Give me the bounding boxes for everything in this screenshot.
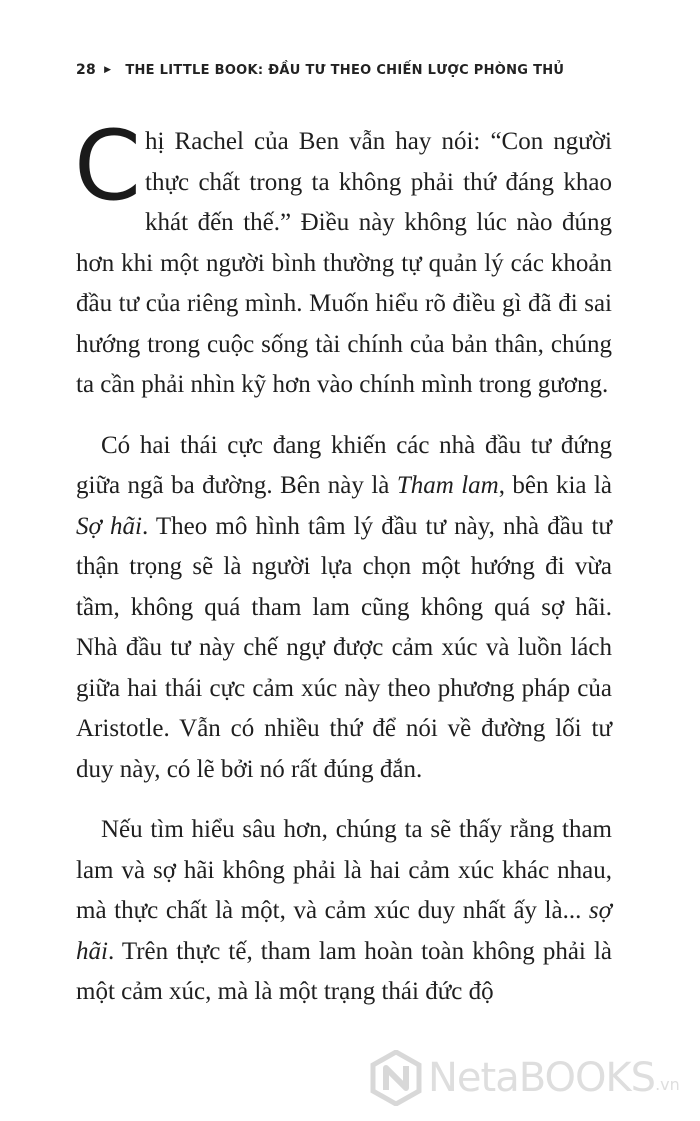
running-header: [76, 58, 660, 82]
drop-cap: C: [74, 110, 142, 222]
paragraph-2-text: Có hai thái cực đang khiến các nhà đầu tư đứng giữa ngã ba đường. Bên này là: [76, 431, 612, 499]
paragraph-3: [76, 810, 612, 1013]
emphasis-greed: Tham lam: [396, 472, 499, 499]
paragraph-3-text: . Trên thực tế, tham lam hoàn toàn không phải là một cảm xúc, mà là một trạng thái đức độ: [76, 937, 612, 1005]
netabooks-logo-icon: [368, 1050, 424, 1106]
paragraph-2: [76, 426, 612, 791]
body-text: [74, 110, 612, 1033]
paragraph-1-text: hị Rachel của Ben vẫn hay nói: “Con người thực chất trong ta không phải thứ đáng khao khát đến thế.” Điều này không lúc nào đúng hơn khi một người bình thường tự quản lý các khoản đầu tư của riêng mình. Muốn hiểu rõ điều gì đã đi sai hướng trong cuộc sống tài chính của bản thân, chúng ta cần phải nhìn kỹ hơn vào chính mình trong gương.: [76, 128, 612, 398]
paragraph-3-text: Nếu tìm hiểu sâu hơn, chúng ta sẽ thấy rằng tham lam và sợ hãi không phải là hai cảm xúc khác nhau, mà thực chất là một, và cảm xúc duy nhất ấy là...: [76, 816, 612, 924]
page-number: 28: [76, 62, 97, 78]
emphasis-fear: sợ hãi: [76, 897, 612, 965]
paragraph-2-text: . Theo mô hình tâm lý đầu tư này, nhà đầu tư thận trọng sẽ là người lựa chọn một hướng đi vừa tầm, không quá tham lam cũng không quá sợ hãi. Nhà đầu tư này chế ngự được cảm xúc và luồn lách giữa hai thái cực cảm xúc này theo phương pháp của Aristotle. Vẫn có nhiều thứ để nói về đường lối tư duy này, có lẽ bởi nó rất đúng đắn.: [76, 512, 612, 783]
watermark: [368, 1048, 680, 1108]
header-arrow-icon: ▶: [104, 65, 112, 75]
book-title: THE LITTLE BOOK: ĐẦU TƯ THEO CHIẾN LƯỢC PHÒNG THỦ: [125, 62, 565, 78]
paragraph-2-text: , bên kia là: [498, 472, 612, 499]
watermark-brand: NetaBOOKS: [428, 1055, 656, 1101]
emphasis-fear: Sợ hãi: [76, 512, 142, 540]
paragraph-1: [74, 110, 612, 406]
watermark-suffix: .vn: [655, 1075, 680, 1094]
